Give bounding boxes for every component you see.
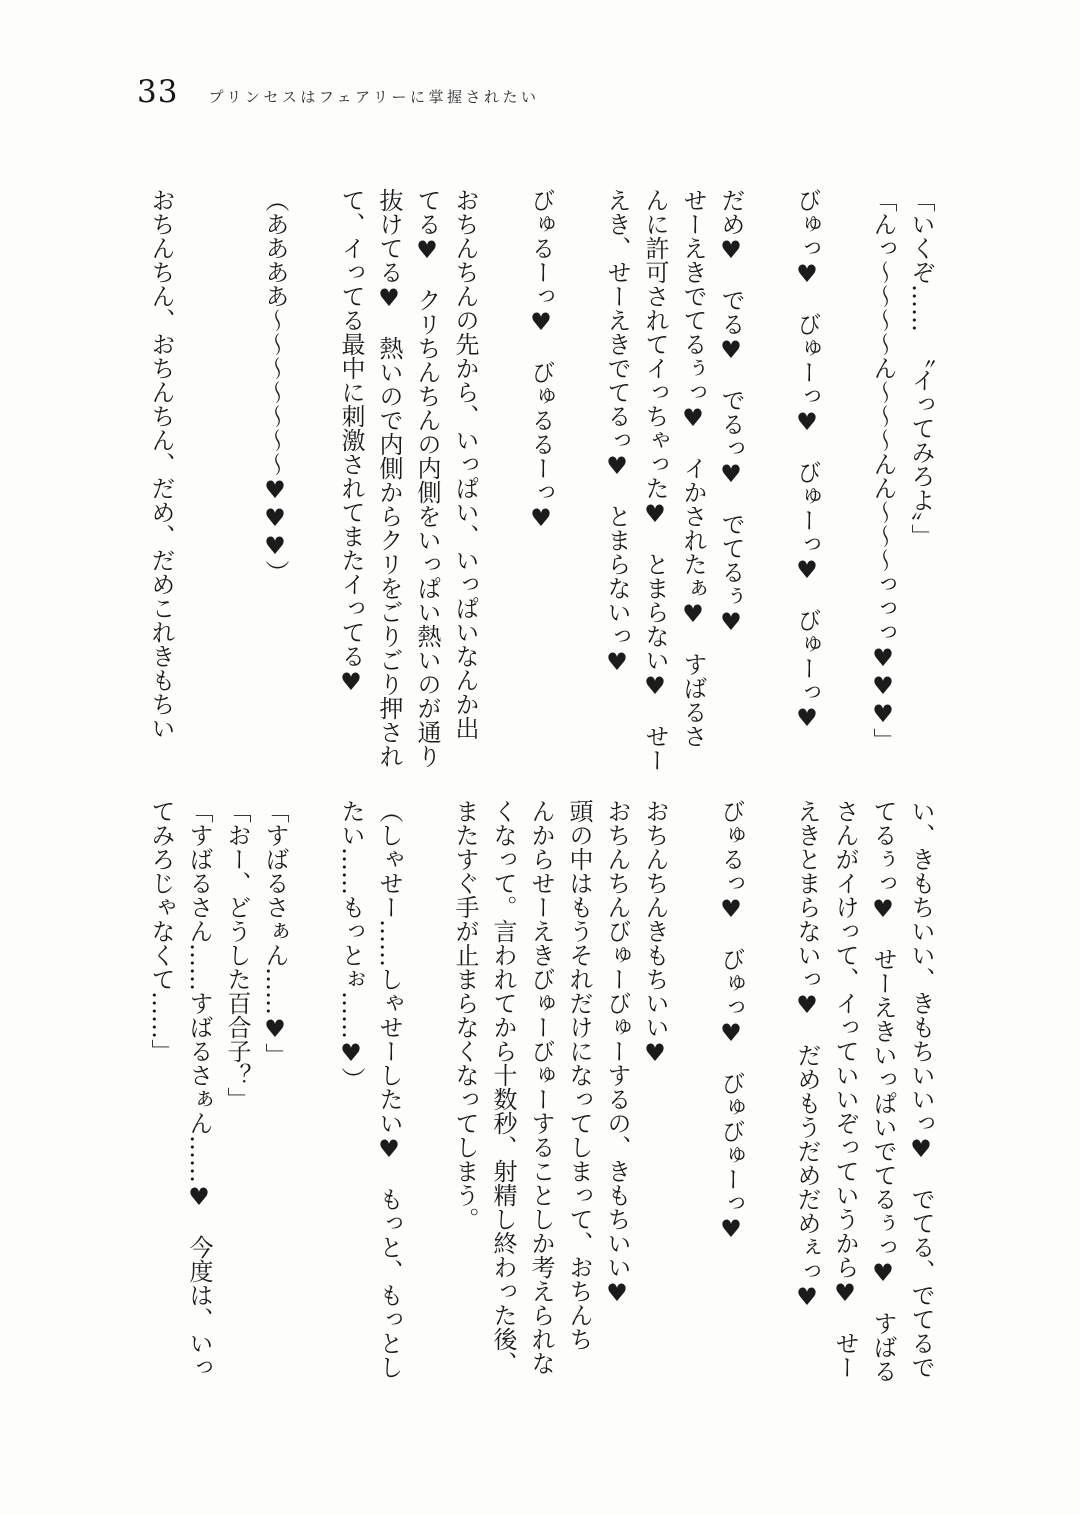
text-line: おちんちんびゅーびゅーするの、きもちいい♥ <box>603 799 631 1307</box>
text-block-lower <box>142 799 940 1389</box>
text-line: てるぅっ♥ せーえきいっぱいでてるぅっ♥ すばる <box>869 799 897 1383</box>
text-line: さんがイけって、イっていいぞっていうから♥ せー <box>831 799 859 1379</box>
text-line: 「んっ～～～～ん～～～んん～～～っっっ♥♥♥」 <box>869 188 897 752</box>
text-line: びゅっ♥ びゅーっ♥ びゅーっ♥ びゅーっ♥ <box>793 188 821 732</box>
text-line: い、きもちいい、きもちいいっ♥ でてる、でてるで <box>907 799 935 1379</box>
text-line: んからせーえきびゅーびゅーすることしか考えられな <box>527 799 555 1375</box>
text-line: てみろじゃなくて……」 <box>147 799 175 1063</box>
text-line: くなって。言われてから十数秒、射精し終わった後、 <box>489 799 517 1375</box>
text-line: びゅるーっ♥ びゅるるーっ♥ <box>527 188 555 532</box>
text-line: （しゃせー……しゃせーしたい♥ もっと、もっとし <box>375 799 403 1379</box>
text-line: おちんちん、おちんちん、だめ、だめこれきもちい <box>147 188 175 740</box>
text-line: またすぐ手が止まらなくなってしまう。 <box>451 799 479 1231</box>
text-line: んに許可されてイっちゃった♥ とまらない♥ せー <box>641 188 669 772</box>
text-line: たい……もっとぉ……♥） <box>337 799 365 1091</box>
page-header <box>137 74 540 110</box>
text-block-upper <box>142 188 940 772</box>
text-line: えきとまらないっ♥ だめもうだめだめぇっ♥ <box>793 799 821 1311</box>
text-line: 抜けてる♥ 熱いので内側からクリをごりごり押され <box>375 188 403 768</box>
text-line: て、イってる最中に刺激されてまたイってる♥ <box>337 188 365 696</box>
text-line: 「おー、どうした百合子？」 <box>223 799 251 1111</box>
page-number: 33 <box>137 74 179 110</box>
text-line: せーえきでてるぅっ♥ イかされたぁ♥ すばるさ <box>679 188 707 748</box>
text-line: （ああああ～～～～～～～♥♥♥） <box>261 188 289 584</box>
running-title: プリンセスはフェアリーに掌握されたい <box>208 88 540 106</box>
text-line: 「すばるさぁん……♥」 <box>261 799 289 1067</box>
text-line: おちんちんの先から、いっぱい、いっぱいなんか出 <box>451 188 479 740</box>
text-line: だめ♥ でる♥ でるっ♥ でてるぅ♥ <box>717 188 745 636</box>
text-line: 頭の中はもうそれだけになってしまって、おちんち <box>565 799 593 1351</box>
text-line: 「いくぞ…… 〝イってみろよ〟」 <box>907 188 935 548</box>
text-line: 「すばるさん……すばるさぁん……♥ 今度は、いっ <box>185 799 213 1379</box>
text-line: えき、せーえきでてるっ♥ とまらないっ♥ <box>603 188 631 676</box>
text-line: てる♥ クリちんちんの内側をいっぱい熱いのが通り <box>413 188 441 768</box>
text-line: びゅるっ♥ びゅっ♥ びゅびゅーっ♥ <box>717 799 745 1243</box>
text-line: おちんちんきもちいい♥ <box>641 799 669 1067</box>
